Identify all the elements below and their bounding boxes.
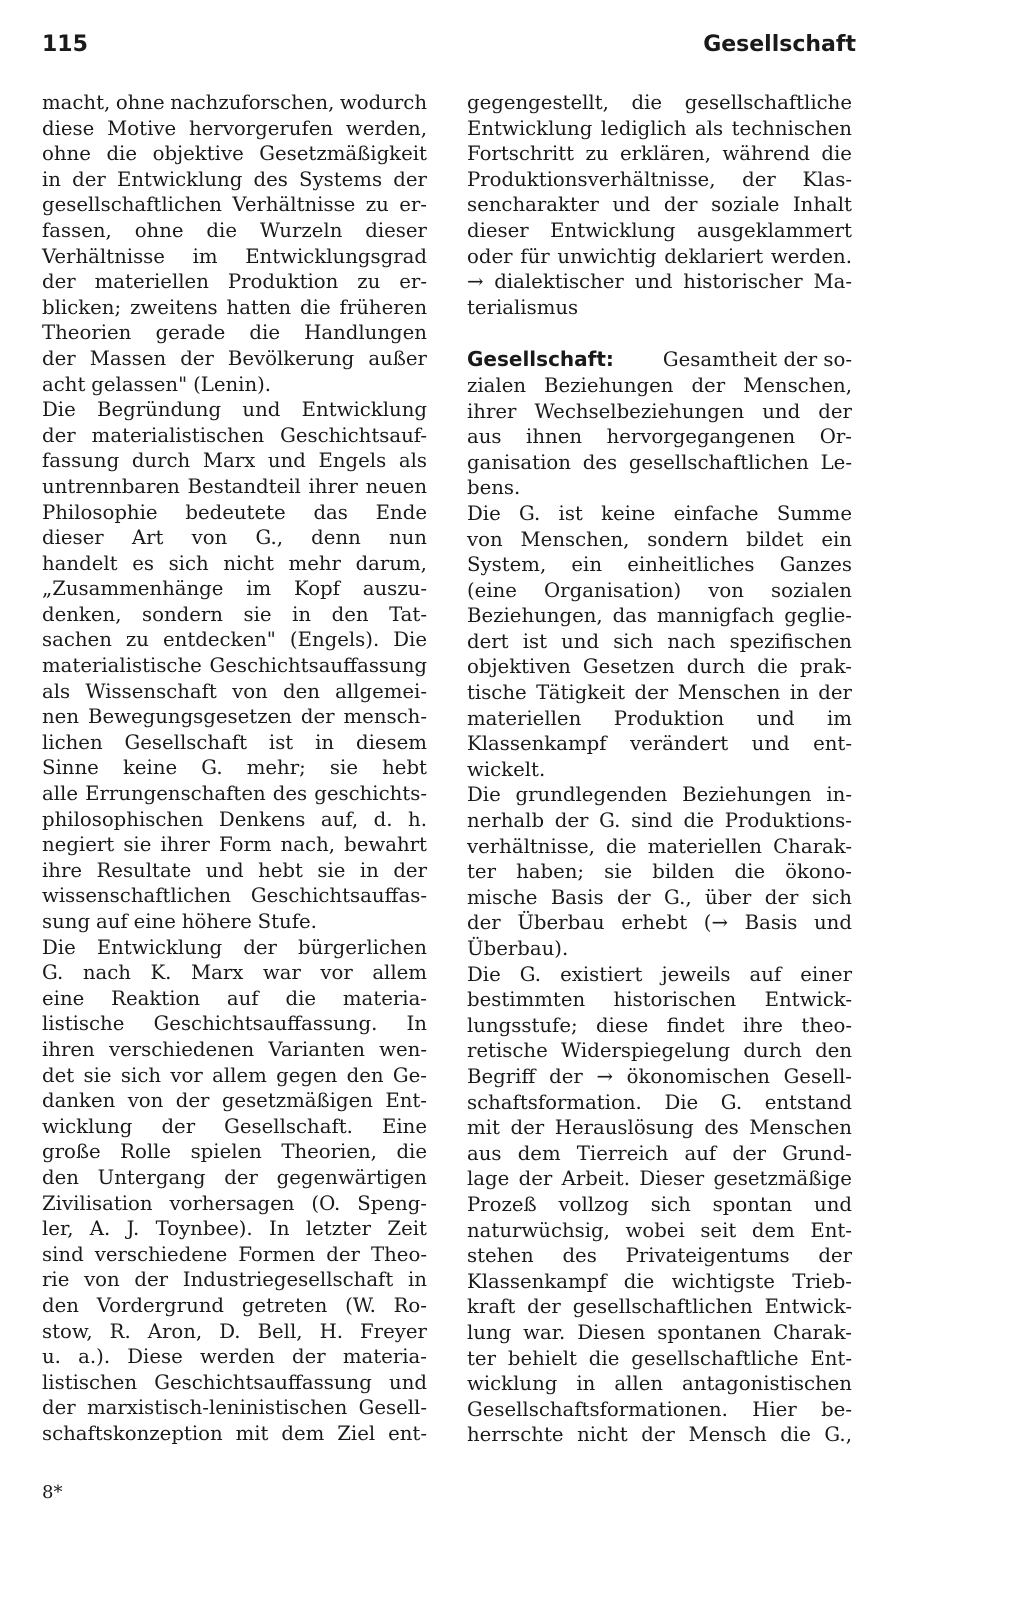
- text-line: bestimmten historischen Entwick-: [467, 988, 852, 1012]
- text-line: wissenschaftlichen Geschichtsauffas-: [42, 884, 427, 908]
- text-line: Prozeß vollzog sich spontan und: [467, 1192, 852, 1216]
- text-line: det sie sich vor allem gegen den Ge-: [42, 1063, 427, 1087]
- text-line: den Vordergrund getreten (W. Ro-: [42, 1293, 427, 1317]
- right-text-column: [467, 90, 852, 1448]
- text-line: Sinne keine G. mehr; sie hebt: [42, 756, 427, 780]
- text-line: System, ein einheitliches Ganzes: [467, 553, 852, 577]
- text-line: Zivilisation vorhersagen (O. Speng-: [42, 1191, 427, 1215]
- text-line: wickelt.: [467, 757, 546, 781]
- text-line: negiert sie ihrer Form nach, bewahrt: [42, 833, 427, 857]
- text-line: G. nach K. Marx war vor allem: [42, 961, 427, 985]
- text-line: philosophischen Denkens auf, d. h.: [42, 807, 427, 831]
- text-line: → dialektischer und historischer Ma-: [467, 270, 852, 294]
- text-line: materialistische Geschichtsauffassung: [42, 654, 427, 678]
- text-line: der marxistisch-leninistischen Gesell-: [42, 1396, 427, 1420]
- text-line: der Überbau erhebt (→ Basis und: [467, 911, 852, 935]
- entry-first-line: Gesamtheit der so-: [662, 348, 852, 372]
- text-line: mische Basis der G., über der sich: [467, 885, 852, 909]
- text-line: sind verschiedene Formen der Theo-: [42, 1242, 427, 1266]
- text-line: macht, ohne nachzuforschen, wodurch: [42, 91, 427, 114]
- text-line: rie von der Industriegesellschaft in: [42, 1268, 427, 1292]
- text-line: dieser Entwicklung ausgeklammert: [467, 218, 852, 242]
- text-line: sung auf eine höhere Stufe.: [42, 910, 317, 933]
- text-line: lichen Gesellschaft ist in diesem: [42, 730, 427, 754]
- text-line: Entwicklung lediglich als technischen: [467, 116, 852, 140]
- text-line: ter haben; sie bilden die ökono-: [467, 860, 852, 884]
- text-line: Verhältnisse im Entwicklungsgrad: [42, 244, 427, 268]
- text-line: Die Entwicklung der bürgerlichen: [42, 935, 427, 959]
- text-line: ganisation des gesellschaftlichen Le-: [467, 450, 852, 474]
- text-line: „Zusammenhänge im Kopf auszu-: [42, 577, 427, 601]
- text-line: danken von der gesetzmäßigen Ent-: [42, 1089, 427, 1113]
- text-line: aus dem Tierreich auf der Grund-: [467, 1141, 852, 1165]
- text-line: Fortschritt zu erklären, während die: [467, 142, 852, 166]
- text-line: von Menschen, sondern bildet ein: [467, 527, 852, 551]
- text-line: zialen Beziehungen der Menschen,: [467, 373, 852, 397]
- text-line: verhältnisse, die materiellen Charak-: [467, 834, 852, 858]
- text-line: aus ihnen hervorgegangenen Or-: [467, 425, 852, 449]
- text-line: der materialistischen Geschichtsauf-: [42, 423, 427, 447]
- text-line: fassen, ohne die Wurzeln dieser: [42, 218, 427, 242]
- text-line: sachen zu entdecken" (Engels). Die: [42, 628, 427, 652]
- text-line: Klassenkampf die wichtigste Trieb-: [467, 1269, 852, 1293]
- text-line: wicklung der Gesellschaft. Eine: [42, 1114, 427, 1138]
- entry-separator: [467, 320, 852, 347]
- text-line: Die G. existiert jeweils auf einer: [467, 962, 852, 986]
- text-line: Gesellschaftsformationen. Hier be-: [467, 1397, 852, 1421]
- text-line: materiellen Produktion und im: [467, 706, 852, 730]
- text-line: ler, A. J. Toynbee). In letzter Zeit: [42, 1217, 427, 1241]
- text-line: mit der Herauslösung des Menschen: [467, 1116, 852, 1140]
- text-line: Überbau).: [467, 937, 569, 960]
- text-line: handelt es sich nicht mehr darum,: [42, 551, 427, 575]
- text-line: der Massen der Bevölkerung außer: [42, 346, 427, 370]
- page-number: 115: [42, 32, 88, 57]
- text-line: schaftskonzeption mit dem Ziel ent-: [42, 1421, 427, 1445]
- text-line: (eine Organisation) von sozialen: [467, 578, 852, 602]
- text-line: der materiellen Produktion zu er-: [42, 270, 427, 294]
- text-line: Klassenkampf verändert und ent-: [467, 732, 852, 756]
- text-line: Die Begründung und Entwicklung: [42, 398, 427, 422]
- text-line: ter behielt die gesellschaftliche Ent-: [467, 1346, 852, 1370]
- text-line: den Untergang der gegenwärtigen: [42, 1165, 427, 1189]
- text-line: tische Tätigkeit der Menschen in der: [467, 681, 852, 705]
- text-line: nen Bewegungsgesetzen der mensch-: [42, 705, 427, 729]
- entry-headword: Gesellschaft:: [467, 347, 614, 372]
- text-line: lung war. Diesen spontanen Charak-: [467, 1320, 852, 1344]
- text-line: naturwüchsig, wobei seit dem Ent-: [467, 1218, 852, 1242]
- continued-entry-text: [467, 90, 852, 320]
- text-line: fassung durch Marx und Engels als: [42, 449, 427, 473]
- text-line: in der Entwicklung des Systems der: [42, 167, 427, 191]
- text-line: listischen Geschichtsauffassung und: [42, 1370, 427, 1394]
- text-line: lage der Arbeit. Dieser gesetzmäßige: [467, 1167, 852, 1191]
- text-line: listische Geschichtsauffassung. In: [42, 1012, 427, 1036]
- text-line: nerhalb der G. sind die Produktions-: [467, 809, 852, 833]
- text-line: lungsstufe; diese findet ihre theo-: [467, 1013, 852, 1037]
- text-line: objektiven Gesetzen durch die prak-: [467, 655, 852, 679]
- text-line: oder für unwichtig deklariert werden.: [467, 244, 852, 268]
- text-line: untrennbaren Bestandteil ihrer neuen: [42, 474, 427, 498]
- text-line: stehen des Privateigentums der: [467, 1244, 852, 1268]
- running-head: Gesellschaft: [703, 32, 856, 57]
- text-line: alle Errungenschaften des geschichts-: [42, 782, 427, 806]
- text-line: u. a.). Diese werden der materia-: [42, 1345, 427, 1369]
- text-line: terialismus: [467, 295, 579, 319]
- text-line: blicken; zweitens hatten die früheren: [42, 295, 427, 319]
- text-line: ihre Resultate und hebt sie in der: [42, 858, 427, 882]
- text-line: wicklung in allen antagonistischen: [467, 1372, 852, 1396]
- text-line: dieser Art von G., denn nun: [42, 526, 427, 550]
- text-line: acht gelassen" (Lenin).: [42, 372, 272, 396]
- text-line: sencharakter und der soziale Inhalt: [467, 193, 852, 217]
- text-line: gesellschaftlichen Verhältnisse zu er-: [42, 193, 427, 217]
- text-line: gegengestellt, die gesellschaftliche: [467, 91, 852, 114]
- text-line: Die grundlegenden Beziehungen in-: [467, 783, 852, 807]
- text-line: ihren verschiedenen Varianten wen-: [42, 1037, 427, 1061]
- text-line: Theorien gerade die Handlungen: [42, 321, 427, 345]
- text-line: bens.: [467, 476, 521, 500]
- text-line: als Wissenschaft von den allgemei-: [42, 679, 427, 703]
- text-line: retische Widerspiegelung durch den: [467, 1039, 852, 1063]
- text-line: denken, sondern sie in den Tat-: [42, 602, 427, 626]
- left-text-column: [42, 90, 427, 1446]
- text-line: eine Reaktion auf die materia-: [42, 986, 427, 1010]
- text-line: große Rolle spielen Theorien, die: [42, 1140, 427, 1164]
- text-line: Produktionsverhältnisse, der Klas-: [467, 167, 852, 191]
- text-line: Die G. ist keine einfache Summe: [467, 501, 852, 525]
- text-line: Begriff der → ökonomischen Gesell-: [467, 1064, 852, 1088]
- text-line: ohne die objektive Gesetzmäßigkeit: [42, 142, 427, 166]
- text-line: kraft der gesellschaftlichen Entwick-: [467, 1295, 852, 1319]
- text-line: schaftsformation. Die G. entstand: [467, 1090, 852, 1114]
- entry-headline: [467, 347, 852, 373]
- text-line: Beziehungen, das mannigfach geglie-: [467, 604, 852, 628]
- text-line: ihrer Wechselbeziehungen und der: [467, 399, 852, 423]
- text-line: Philosophie bedeutete das Ende: [42, 500, 427, 524]
- signature-mark: 8*: [42, 1482, 63, 1503]
- text-line: dert ist und sich nach spezifischen: [467, 629, 852, 653]
- text-line: herrschte nicht der Mensch die G.,: [467, 1423, 852, 1447]
- gesellschaft-entry-text: [467, 373, 852, 1448]
- text-line: stow, R. Aron, D. Bell, H. Freyer: [42, 1319, 427, 1343]
- text-line: diese Motive hervorgerufen werden,: [42, 116, 427, 140]
